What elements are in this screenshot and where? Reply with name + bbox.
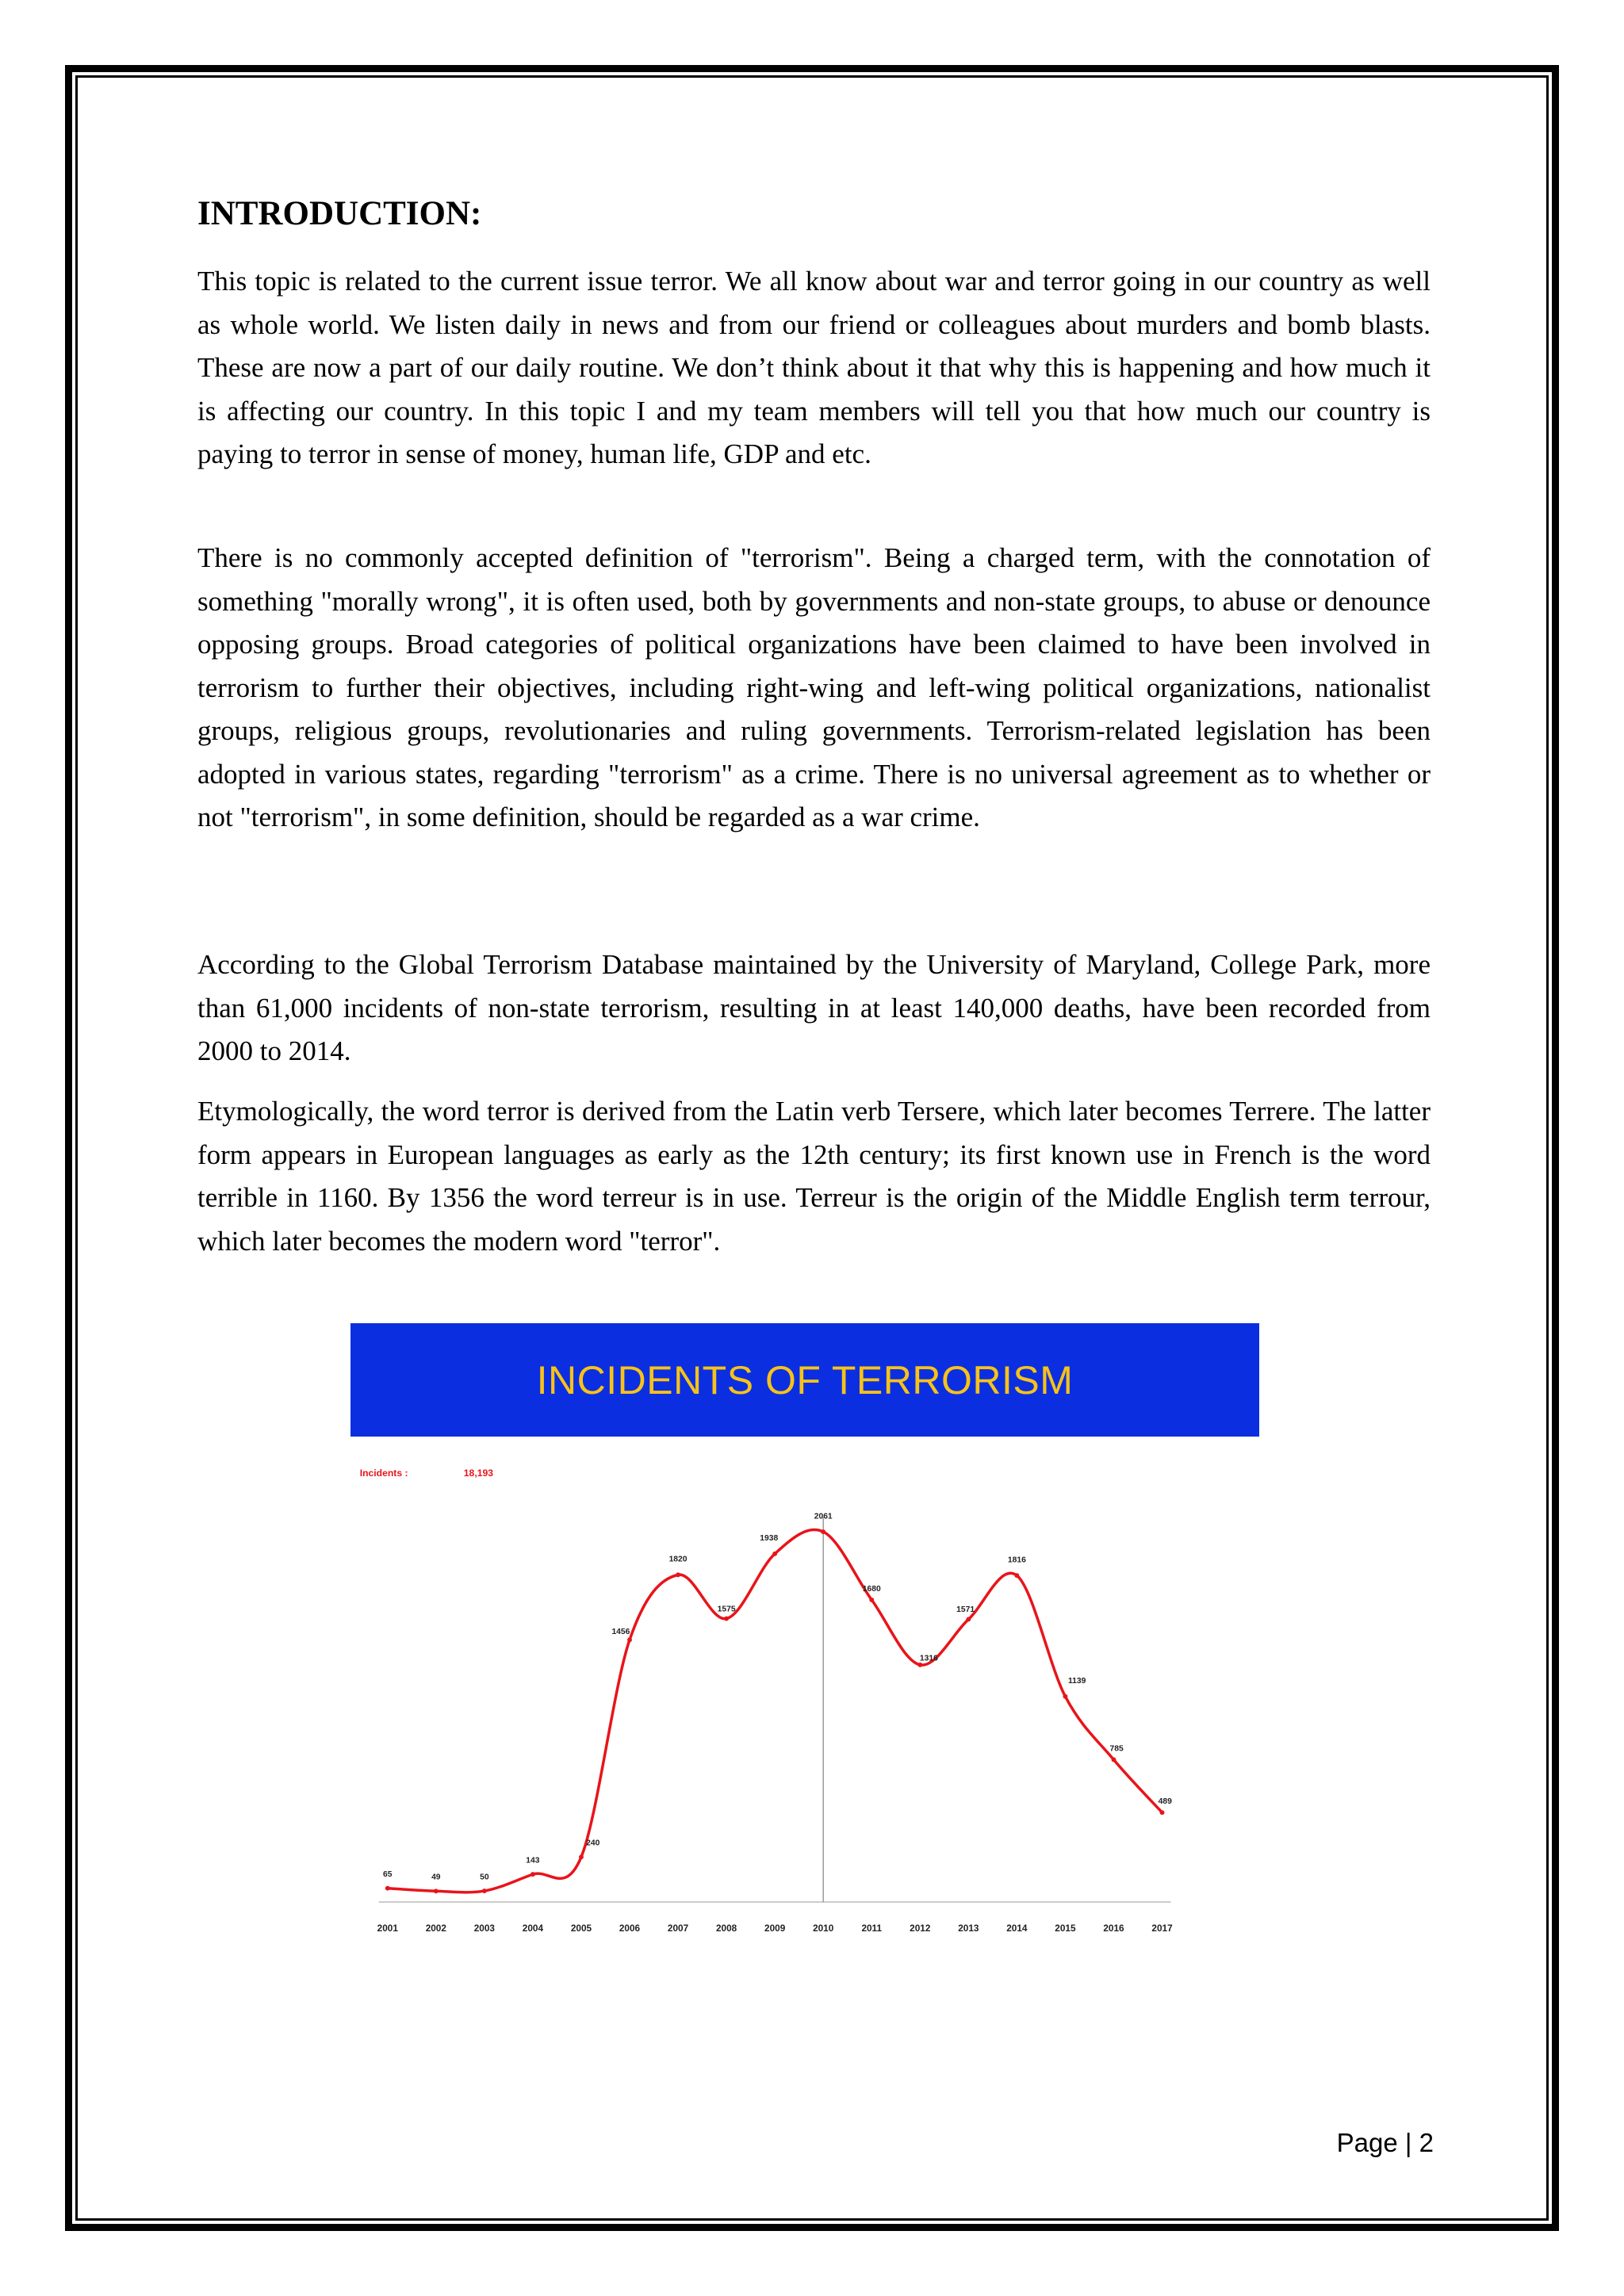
data-point [627,1637,632,1642]
data-label: 1680 [862,1584,881,1594]
x-tick-label: 2009 [764,1923,786,1934]
data-label: 65 [383,1869,393,1879]
data-label: 1575 [717,1605,736,1614]
paragraph-intro: This topic is related to the current issue terror. We all know about war and terror going in our country as well as whole world. We listen daily in news and from our friend or colleagues about murders and bomb blasts. These are now a part of our daily routine. We don’t think about it that why this is happening and how much it is affecting our country. In this topic I and my team members will tell you that how much our country is paying to terror in sense of money, human life, GDP and etc. [197,266,1431,469]
x-tick-label: 2017 [1151,1923,1173,1934]
data-label: 785 [1109,1744,1124,1754]
data-point [579,1854,584,1859]
x-tick-label: 2001 [377,1923,398,1934]
data-label: 1139 [1067,1677,1086,1686]
x-tick-label: 2002 [425,1923,446,1934]
data-label: 1938 [760,1534,779,1544]
x-tick-label: 2003 [473,1923,495,1934]
x-tick-label: 2005 [570,1923,592,1934]
paragraph-database: According to the Global Terrorism Database maintained by the University of Maryland, College Park, more than 61,000 incidents of non-state terrorism, resulting in at least 140,000 deaths, have been recorded from 2000 to 2014. [197,949,1431,1066]
data-point [482,1888,487,1893]
data-point [1112,1758,1116,1762]
figure-title: INCIDENTS OF TERRORISM [536,1357,1074,1402]
paragraph-etymology: Etymologically, the word terror is derived from the Latin verb Tersere, which later becomes Terrere. The latter form appears in European languages as early as the 12th century; its first known use in French is the word terrible in 1160. By 1356 the word terreur is in use. Terreur is the origin of the Middle English term terrour, which later becomes the modern word "terror". [197,1096,1431,1257]
data-point [724,1617,729,1621]
data-point [869,1598,874,1602]
data-point [676,1572,680,1577]
chart-annotation-label: Incidents : [359,1467,408,1479]
figure-title-banner [350,1323,1259,1437]
data-point [385,1886,390,1891]
x-tick-label: 2016 [1103,1923,1124,1934]
x-tick-label: 2013 [958,1923,979,1934]
x-tick-label: 2015 [1055,1923,1076,1934]
data-label: 240 [586,1839,600,1848]
incidents-line-chart [357,1451,1253,1974]
data-point [966,1617,971,1621]
data-label: 2061 [814,1512,833,1521]
x-tick-label: 2014 [1006,1923,1028,1934]
data-label: 1316 [919,1654,938,1663]
x-tick-label: 2008 [715,1923,737,1934]
data-point [917,1663,922,1667]
data-label: 1456 [611,1627,630,1636]
data-point [1014,1573,1019,1578]
data-point [821,1529,825,1534]
data-label: 1571 [956,1605,975,1615]
data-point [1160,1810,1165,1815]
data-point [772,1552,777,1556]
data-point [530,1872,535,1877]
data-label: 1816 [1007,1556,1026,1565]
x-tick-label: 2011 [861,1923,883,1934]
x-tick-label: 2007 [667,1923,689,1934]
series-line [388,1529,1162,1892]
chart-annotation-value: 18,193 [463,1467,494,1479]
data-label: 1820 [668,1555,688,1564]
data-label: 143 [526,1856,540,1866]
x-tick-label: 2006 [619,1923,641,1934]
section-heading: INTRODUCTION: [197,195,482,232]
data-point [1063,1694,1067,1699]
data-label: 50 [480,1873,489,1882]
x-tick-label: 2010 [813,1923,834,1934]
page-number: Page | 2 [1336,2128,1434,2157]
x-tick-label: 2012 [910,1923,931,1934]
data-label: 49 [431,1873,441,1882]
data-label: 489 [1158,1797,1172,1807]
paragraph-definition: There is no commonly accepted definition of "terrorism". Being a charged term, with the connotation of something "morally wrong", it is often used, both by governments and non-state groups, to abuse or denounce opposing groups. Broad categories of political organizations have been claimed to have been involved in terrorism to further their objectives, including right-wing and left-wing political organizations, nationalist groups, religious groups, revolutionaries and ruling governments. Terrorism-related legislation has been adopted in various states, regarding "terrorism" as a crime. There is no universal agreement as to whether or not "terrorism", in some definition, should be regarded as a war crime. [197,542,1431,832]
x-tick-label: 2004 [522,1923,544,1934]
data-point [434,1888,439,1893]
